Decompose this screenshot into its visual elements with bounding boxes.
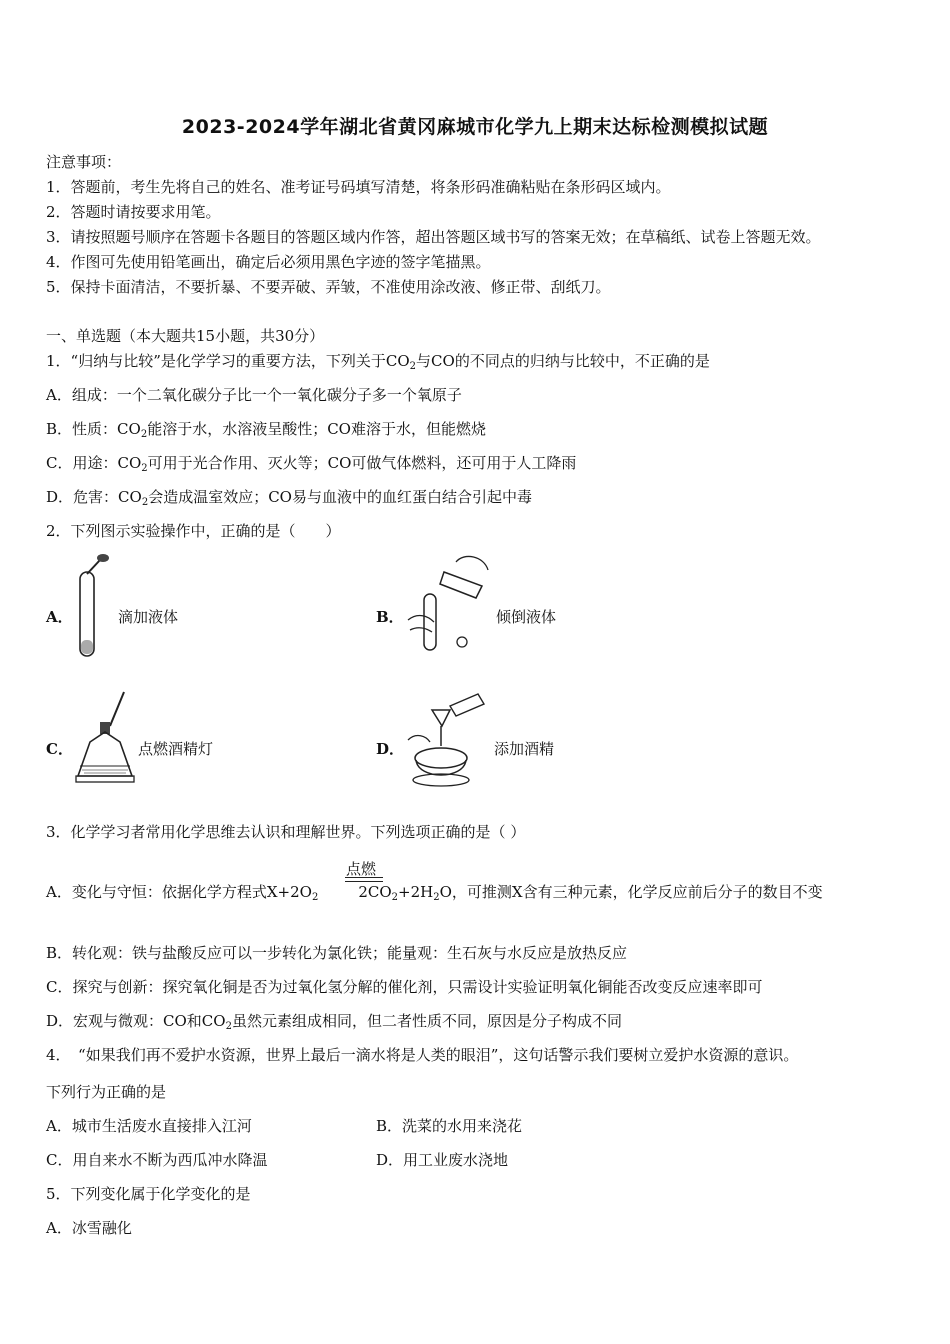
question-3-option-c[interactable]: C．探究与创新：探究氧化铜是否为过氧化氢分解的催化剂，只需设计实验证明氧化铜能否改变反应速率即可 [46, 978, 763, 996]
question-2-option-c-label[interactable]: C． [46, 740, 73, 758]
question-2-options [0, 550, 950, 800]
question-3-stem: 3．化学学习者常用化学思维去认识和理解世界。下列选项正确的是（ ） [46, 823, 526, 841]
question-1-option-b[interactable]: B．性质：$CO_2$能溶于水，水溶液呈酸性；CO难溶于水，但能燃烧 [46, 420, 486, 440]
question-2-option-b-label[interactable]: B． [376, 608, 404, 626]
equation-bar [345, 877, 383, 878]
notice-item: 5．保持卡面清洁，不要折暴、不要弄破、弄皱，不准使用涂改液、修正带、刮纸刀。 [46, 278, 611, 296]
question-2-option-d-text: 添加酒精 [494, 740, 555, 758]
question-4-option-a[interactable]: A．城市生活废水直接排入江河 [46, 1117, 252, 1135]
question-2-option-d-label[interactable]: D． [376, 740, 405, 758]
question-3-option-d[interactable]: D．宏观与微观：CO和$CO_2$虽然元素组成相同，但二者性质不同，原因是分子构成不同 [46, 1012, 622, 1032]
question-4-stem: 4． “如果我们再不爱护水资源，世界上最后一滴水将是人类的眼泪”，这句话警示我们要树立爱护水资源的意识。 [46, 1046, 799, 1064]
question-4-stem-cont: 下列行为正确的是 [46, 1083, 167, 1101]
question-5-option-a[interactable]: A．冰雪融化 [46, 1219, 132, 1237]
page-title: 2023-2024学年湖北省黄冈麻城市化学九上期末达标检测模拟试题 [181, 116, 769, 138]
question-2-option-b-text: 倾倒液体 [496, 608, 557, 626]
question-2-option-a-text: 滴加液体 [118, 608, 179, 626]
question-5-stem: 5．下列变化属于化学变化的是 [46, 1185, 251, 1203]
question-1-option-c[interactable]: C．用途：$CO_2$可用于光合作用、灭火等；CO可做气体燃料，还可用于人工降雨 [46, 454, 577, 474]
question-1-option-d[interactable]: D．危害：$CO_2$会造成温室效应；CO易与血液中的血红蛋白结合引起中毒 [46, 488, 532, 508]
alcohol-lamp-diagram [72, 686, 138, 790]
question-1-stem: 1．“归纳与比较”是化学学习的重要方法，下列关于$CO_2$与CO的不同点的归纳与比较中，不正确的是 [46, 352, 710, 372]
reaction-condition: 点燃 [346, 860, 377, 878]
pouring-liquid-diagram [404, 552, 494, 662]
question-4-option-d[interactable]: D．用工业废水浇地 [376, 1151, 509, 1169]
question-3-option-b[interactable]: B．转化观：铁与盐酸反应可以一步转化为氯化铁；能量观：生石灰与水反应是放热反应 [46, 944, 628, 962]
question-2-stem: 2．下列图示实验操作中，正确的是（ ） [46, 522, 341, 540]
adding-alcohol-diagram [404, 688, 494, 796]
notice-item: 2．答题时请按要求用笔。 [46, 203, 221, 221]
question-4-option-b[interactable]: B．洗菜的水用来浇花 [376, 1117, 523, 1135]
question-2-option-a-label[interactable]: A． [46, 608, 73, 626]
question-1-option-a[interactable]: A．组成：一个二氧化碳分子比一个一氧化碳分子多一个氧原子 [46, 386, 462, 404]
question-4-option-c[interactable]: C．用自来水不断为西瓜冲水降温 [46, 1151, 268, 1169]
question-3-option-a[interactable]: A．变化与守恒：依据化学方程式$X+2O_2$ $2CO_2+2H_2O$，可推测X含有三种元素，化学反应前后分子的数目不变 [46, 883, 823, 903]
notice-item: 4．作图可先使用铅笔画出，确定后必须用黑色字迹的签字笔描黑。 [46, 253, 491, 271]
notice-item: 1．答题前，考生先将自己的姓名、准考证号码填写清楚，将条形码准确粘贴在条形码区域内。 [46, 178, 671, 196]
notice-item: 3．请按照题号顺序在答题卡各题目的答题区域内作答，超出答题区域书写的答案无效；在草稿纸、试卷上答题无效。 [46, 228, 821, 246]
section-heading: 一、单选题（本大题共15小题，共30分） [46, 327, 325, 345]
dropper-test-tube-diagram [70, 554, 118, 664]
notice-heading: 注意事项： [46, 153, 122, 171]
question-2-option-c-text: 点燃酒精灯 [138, 740, 214, 758]
